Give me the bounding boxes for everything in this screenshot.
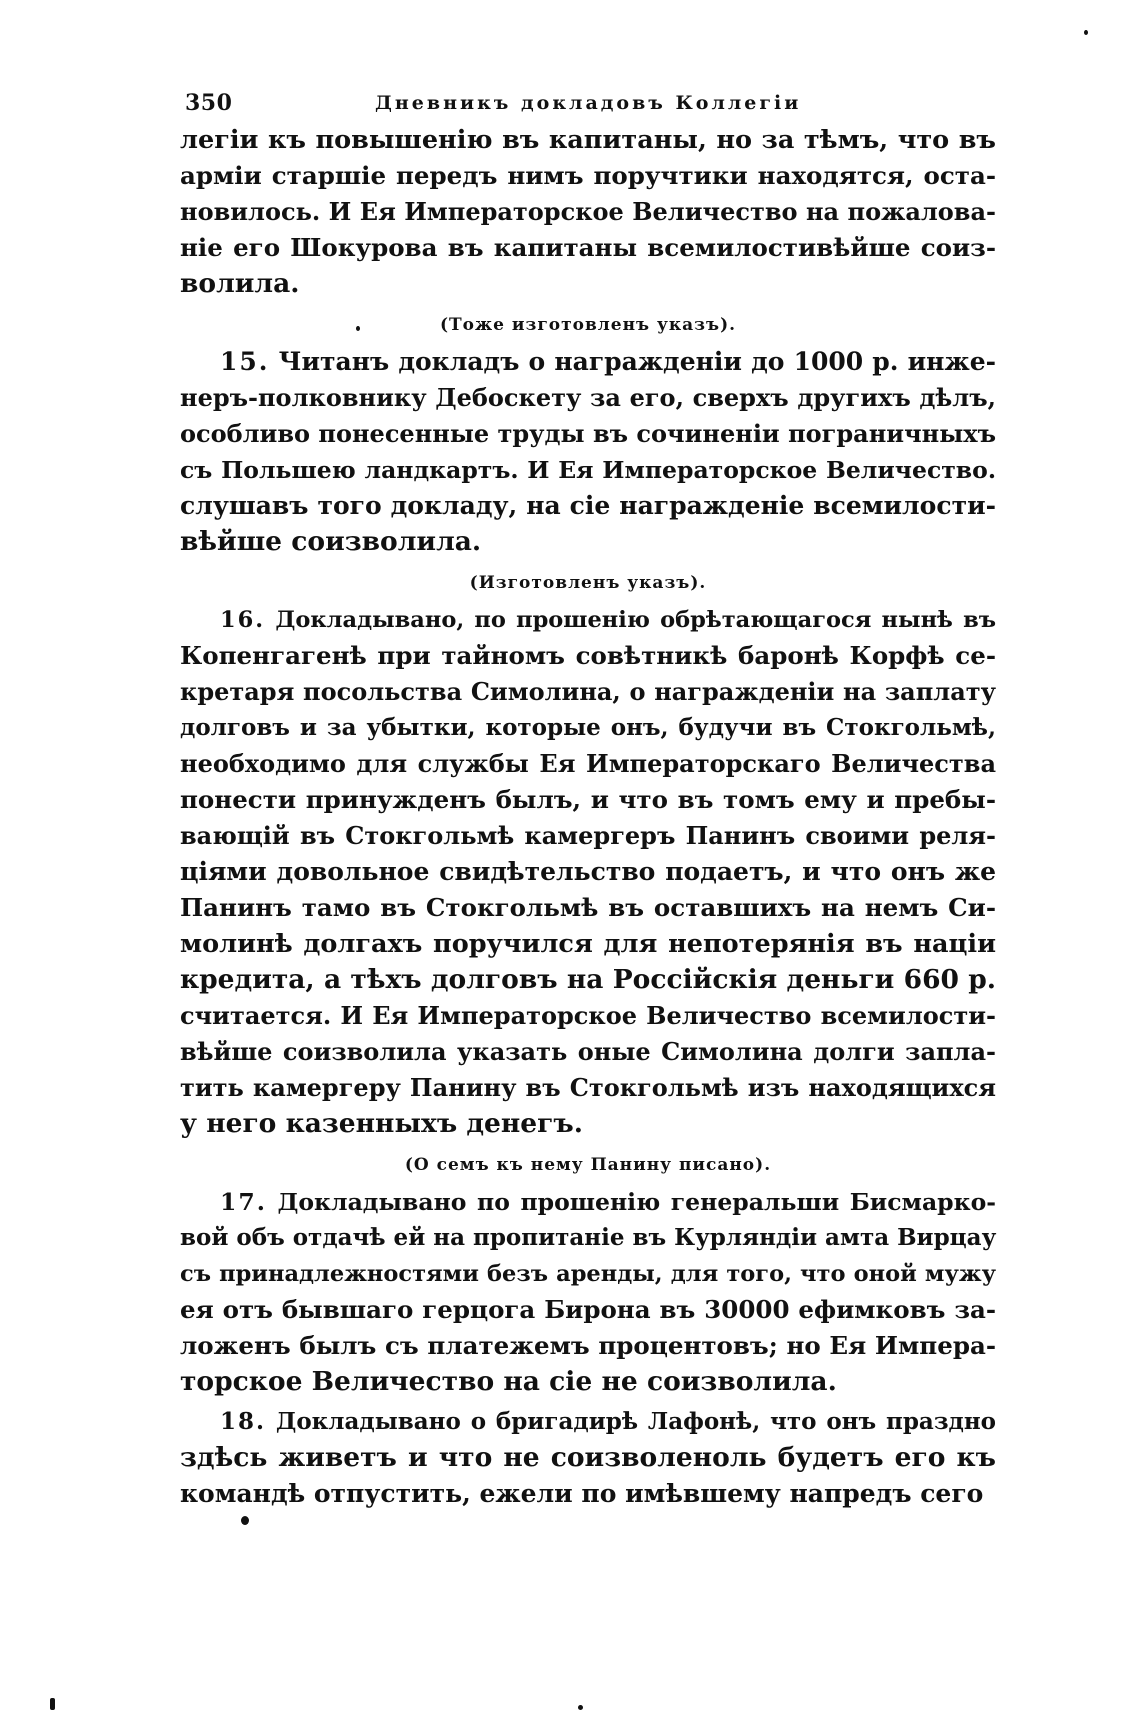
line-text: вающій въ Стокгольмѣ камергеръ Панинъ своими реля- bbox=[180, 821, 996, 850]
scan-speck bbox=[356, 326, 360, 331]
text-line bbox=[180, 416, 996, 452]
paragraph-p16 bbox=[180, 602, 996, 1142]
line-text: съ принадлежностями безъ аренды, для того, что оной мужу bbox=[180, 1261, 996, 1287]
line-text: молинѣ долгахъ поручился для непотерянія въ націи bbox=[180, 929, 996, 959]
text-line bbox=[180, 266, 996, 302]
line-text: арміи старшіе передъ нимъ поручтики находятся, оста- bbox=[180, 161, 996, 190]
line-text: ея отъ бывшаго герцога Бирона въ 30000 ефимковъ за- bbox=[180, 1295, 996, 1324]
scan-speck bbox=[50, 1698, 55, 1710]
text-line bbox=[180, 1070, 996, 1106]
page-header bbox=[180, 80, 996, 122]
scan-speck bbox=[241, 1516, 249, 1525]
line-text: долговъ и за убытки, которые онъ, будучи въ Стокгольмѣ, bbox=[180, 714, 996, 741]
text-line bbox=[180, 998, 996, 1034]
editorial-note: (Изготовленъ указъ). bbox=[469, 573, 707, 593]
text-line bbox=[180, 452, 996, 488]
scan-speck bbox=[1084, 30, 1088, 35]
text-line bbox=[180, 488, 996, 524]
line-text: Докладывано, по прошенію обрѣтающагося нынѣ въ bbox=[275, 607, 996, 633]
text-line bbox=[180, 962, 996, 998]
text-line bbox=[180, 122, 996, 158]
page bbox=[180, 80, 996, 1512]
text-line bbox=[180, 1220, 996, 1256]
line-text: командѣ отпустить, ежели по имѣвшему напредъ сего bbox=[180, 1479, 984, 1508]
text-line bbox=[180, 1184, 996, 1220]
line-text: здѣсь живетъ и что не соизволеноль будетъ его къ bbox=[180, 1442, 996, 1473]
text-line bbox=[180, 1034, 996, 1070]
line-text: вѣйше соизволила указать оные Симолина долги запла- bbox=[180, 1037, 996, 1066]
line-text: Докладывано о бригадирѣ Лафонѣ, что онъ праздно bbox=[275, 1408, 996, 1435]
text-line bbox=[180, 1292, 996, 1328]
line-text: ложенъ былъ съ платежемъ процентовъ; но Ея Импера- bbox=[180, 1331, 996, 1360]
paragraph-p15 bbox=[180, 344, 996, 560]
line-text: торское Величество на сіе не соизволила. bbox=[180, 1366, 837, 1397]
line-text: неръ-полковнику Дебоскету за его, сверхъ другихъ дѣлъ, bbox=[180, 383, 996, 412]
line-text: слушавъ того докладу, на сіе награжденіе всемилости- bbox=[180, 491, 996, 520]
item-number: 15. bbox=[220, 347, 270, 376]
line-text: особливо понесенные труды въ сочиненіи пограничныхъ bbox=[180, 419, 996, 448]
paragraph-cont bbox=[180, 122, 996, 302]
text-line bbox=[180, 1106, 996, 1142]
line-text: тить камергеру Панину въ Стокгольмѣ изъ находящихся bbox=[180, 1073, 996, 1102]
text-line bbox=[180, 782, 996, 818]
running-title: Дневникъ докладовъ Коллегіи bbox=[375, 92, 802, 114]
paragraph-p18 bbox=[180, 1404, 996, 1512]
line-text: Панинъ тамо въ Стокгольмѣ въ оставшихъ на немъ Си- bbox=[180, 893, 996, 922]
line-text: Копенгагенѣ при тайномъ совѣтникѣ баронѣ Корфѣ се- bbox=[180, 641, 996, 670]
line-text: легіи къ повышенію въ капитаны, но за тѣмъ, что въ bbox=[180, 125, 996, 155]
text-line bbox=[180, 1328, 996, 1364]
text-line bbox=[180, 1476, 996, 1512]
line-text: вѣйше соизволила. bbox=[180, 526, 482, 557]
line-text: Докладывано по прошенію генеральши Бисмарко- bbox=[277, 1188, 997, 1216]
line-text: ніе его Шокурова въ капитаны всемилостивѣйше соиз- bbox=[180, 233, 996, 262]
text-line bbox=[180, 602, 996, 638]
text-line bbox=[180, 674, 996, 710]
text-line bbox=[180, 230, 996, 266]
text-line bbox=[180, 854, 996, 890]
text-line bbox=[180, 1256, 996, 1292]
text-line bbox=[180, 746, 996, 782]
line-text: волила. bbox=[180, 268, 300, 299]
scan-speck bbox=[578, 1705, 583, 1710]
paragraph-p17 bbox=[180, 1184, 996, 1400]
text-line bbox=[180, 818, 996, 854]
editorial-note: (О семъ къ нему Панину писано). bbox=[404, 1155, 772, 1175]
text-line bbox=[180, 1440, 996, 1476]
text-line bbox=[180, 638, 996, 674]
line-text: считается. И Ея Императорское Величество всемилости- bbox=[180, 1001, 996, 1030]
text-line bbox=[180, 710, 996, 746]
page-number: 350 bbox=[185, 90, 233, 116]
text-line bbox=[180, 1404, 996, 1440]
text-line bbox=[180, 926, 996, 962]
line-text: новилось. И Ея Императорское Величество на пожалова- bbox=[180, 197, 996, 226]
text-line bbox=[180, 524, 996, 560]
item-number: 16. bbox=[220, 607, 266, 633]
line-text: вой объ отдачѣ ей на пропитаніе въ Курляндіи амта Вирцау bbox=[180, 1224, 997, 1251]
line-text: понести принужденъ былъ, и что въ томъ ему и пребы- bbox=[180, 785, 996, 814]
text-line bbox=[180, 194, 996, 230]
item-number: 17. bbox=[220, 1188, 267, 1216]
text-line bbox=[180, 1364, 996, 1400]
editorial-note: (Тоже изготовленъ указъ). bbox=[439, 315, 737, 335]
line-text: кретаря посольства Симолина, о награжденіи на заплату bbox=[180, 677, 996, 706]
line-text: у него казенныхъ денегъ. bbox=[180, 1108, 583, 1139]
line-text: съ Польшею ландкартъ. И Ея Императорское Величество. bbox=[180, 456, 996, 484]
text-line bbox=[180, 380, 996, 416]
line-text: необходимо для службы Ея Императорскаго Величества bbox=[180, 749, 996, 778]
page-body bbox=[180, 122, 996, 1512]
line-text: Читанъ докладъ о награжденіи до 1000 р. инже- bbox=[278, 347, 996, 376]
line-text: ціями довольное свидѣтельство подаетъ, и что онъ же bbox=[180, 857, 996, 886]
text-line bbox=[180, 890, 996, 926]
text-line bbox=[180, 344, 996, 380]
item-number: 18. bbox=[220, 1408, 267, 1435]
text-line bbox=[180, 158, 996, 194]
line-text: кредита, а тѣхъ долговъ на Россійскія деньги 660 р. bbox=[180, 964, 996, 995]
